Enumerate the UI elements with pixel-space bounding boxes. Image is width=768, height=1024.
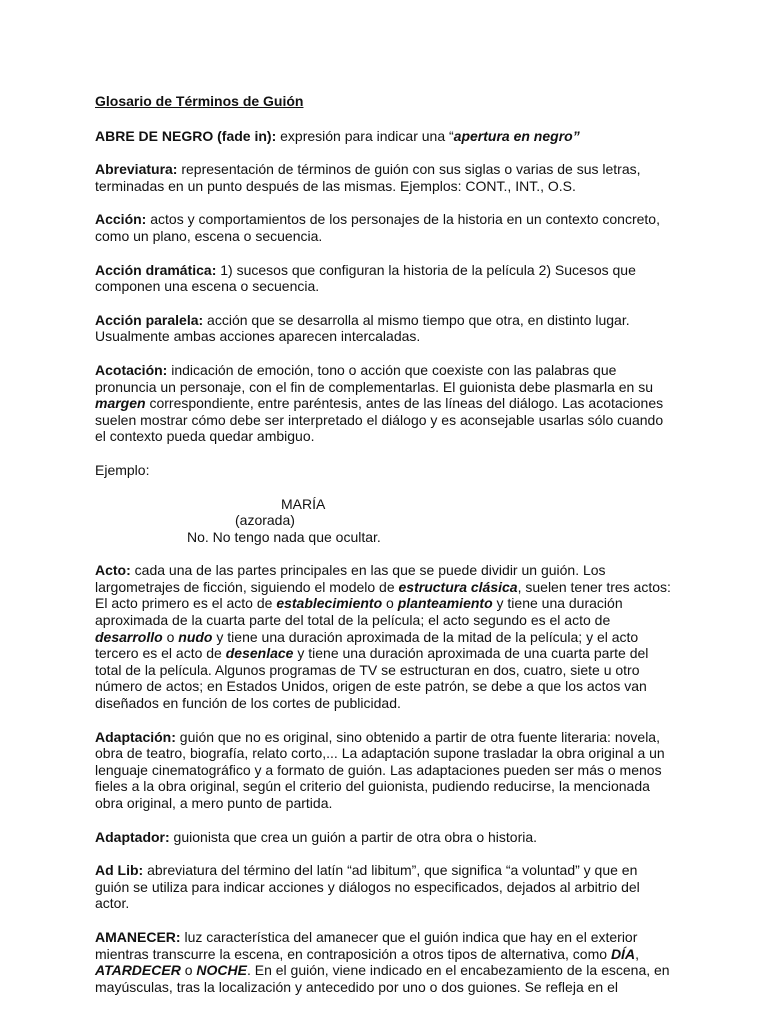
definition-text: actos y comportamientos de los personajes de la historia en un contexto concreto, como un plano, escena o secuencia. bbox=[95, 211, 660, 244]
glossary-term: Abreviatura: bbox=[95, 161, 178, 178]
definition-text: y tiene una duración aproximada de la cuarta parte del total de la película; el acto segundo es el acto de bbox=[95, 595, 623, 629]
glossary-term: Ad Lib: bbox=[95, 862, 144, 879]
script-parenthetical: (azorada) bbox=[235, 512, 295, 529]
definition-text: y tiene una duración aproximada de la mitad de la película; y el acto tercero es el acto de bbox=[95, 628, 639, 662]
glossary-entry bbox=[95, 262, 675, 295]
definition-text: guionista que crea un guión a partir de otra obra o historia. bbox=[169, 828, 538, 845]
glossary-entry bbox=[95, 128, 675, 145]
glossary-term: Adaptación: bbox=[95, 728, 176, 745]
glossary-entry bbox=[95, 562, 675, 711]
emphasized-term: establecimiento bbox=[276, 595, 383, 612]
example-label: Ejemplo: bbox=[95, 461, 150, 478]
emphasized-term: DÍA bbox=[610, 945, 636, 962]
definition-text: cada una de las partes principales en las que se puede dividir un guión. Los largometrajes de ficción, siguiendo el modelo de bbox=[95, 562, 606, 595]
glossary-entry bbox=[95, 829, 675, 846]
script-character-name: MARÍA bbox=[281, 495, 326, 512]
definition-text: abreviatura del término del latín “ad libitum”, que significa “a voluntad” y que en guión se utiliza para indicar acciones y diálogos no especificados, dejados al arbitrio del actor. bbox=[95, 862, 640, 912]
definition-text: , suelen tener tres actos: El acto primero es el acto de bbox=[95, 578, 671, 612]
definition-text: representación de términos de guión con sus siglas o varias de sus letras, terminadas en un punto después de las mismas. Ejemplos: CONT., INT., O.S. bbox=[95, 161, 641, 194]
emphasized-term: margen bbox=[95, 395, 146, 412]
definition-text: acción que se desarrolla al mismo tiempo que otra, en distinto lugar. Usualmente ambas acciones aparecen intercaladas. bbox=[95, 311, 630, 345]
definition-text: . En el guión, viene indicado en el encabezamiento de la escena, en mayúsculas, tras la localización y antecedido por uno o dos guiones. Se refleja en el bbox=[95, 962, 670, 995]
glossary-term: AMANECER: bbox=[95, 928, 181, 945]
definition-text: luz característica del amanecer que el guión indica que hay en el exterior mientras transcurre la escena, en contraposición a otros tipos de alternativa, como bbox=[95, 928, 638, 962]
glossary-entry bbox=[95, 312, 675, 345]
definition-text: guión que no es original, sino obtenido a partir de otra fuente literaria: novela, obra de teatro, biografía, relato corto,... La adaptación supone trasladar la obra original a un lenguaje cinematográfico y a formato de guión. Las adaptaciones pueden ser más o menos fieles a la obra original, según el criterio del guionista, pudiendo reducirse, la mencionada obra original, a mero punto de partida. bbox=[95, 728, 665, 811]
glossary-entry bbox=[95, 862, 675, 912]
glossary-entry bbox=[95, 161, 675, 194]
definition-text: correspondiente, entre paréntesis, antes de las líneas del diálogo. Las acotaciones suelen mostrar cómo debe ser interpretado el diálogo y es aconsejable usarlas sólo cuando el contexto pueda quedar ambiguo. bbox=[95, 395, 664, 445]
script-dialogue: No. No tengo nada que ocultar. bbox=[187, 528, 381, 545]
definition-text: o bbox=[180, 962, 197, 979]
definition-text: indicación de emoción, tono o acción que coexiste con las palabras que pronuncia un personaje, con el fin de complementarlas. El guionista debe plasmarla en su bbox=[95, 361, 654, 395]
emphasized-term: desenlace bbox=[225, 645, 294, 662]
glossary-term: ABRE DE NEGRO (fade in): bbox=[95, 127, 277, 144]
emphasized-term: desarrollo bbox=[95, 628, 163, 645]
glossary-entries-continued bbox=[95, 562, 675, 995]
glossary-term: Acción: bbox=[95, 211, 147, 228]
glossary-term: Acotación: bbox=[95, 361, 168, 378]
glossary-entries bbox=[95, 128, 675, 445]
definition-text: , bbox=[635, 945, 639, 962]
emphasized-term: nudo bbox=[178, 628, 213, 645]
glossary-entry bbox=[95, 211, 675, 244]
script-example bbox=[95, 496, 675, 546]
document-page bbox=[95, 93, 675, 1012]
glossary-entry bbox=[95, 929, 675, 995]
glossary-term: Adaptador: bbox=[95, 828, 170, 845]
emphasized-term: estructura clásica bbox=[398, 578, 518, 595]
glossary-term: Acto: bbox=[95, 562, 131, 579]
definition-text: o bbox=[162, 628, 179, 645]
emphasized-term: NOCHE bbox=[196, 962, 247, 979]
definition-text: y tiene una duración aproximada de una cuarta parte del total de la película. Algunos programas de TV se estructuran en dos, cuatro, siete u otro número de actos; en Estados Unidos, origen de este patrón, se debe a que los actos van diseñados en función de los cortes de publicidad. bbox=[95, 645, 649, 712]
emphasized-term: planteamiento bbox=[397, 595, 493, 612]
glossary-entry bbox=[95, 362, 675, 445]
emphasized-term: apertura en negro” bbox=[453, 127, 580, 144]
definition-text: o bbox=[382, 595, 398, 612]
emphasized-term: ATARDECER bbox=[95, 962, 181, 979]
definition-text: 1) sucesos que configuran la historia de la película 2) Sucesos que componen una escena o secuencia. bbox=[95, 261, 636, 295]
glossary-term: Acción paralela: bbox=[95, 311, 204, 328]
glossary-term: Acción dramática: bbox=[95, 261, 217, 278]
definition-text: expresión para indicar una “ bbox=[276, 127, 454, 144]
document-title: Glosario de Términos de Guión bbox=[95, 93, 304, 109]
glossary-entry bbox=[95, 729, 675, 812]
